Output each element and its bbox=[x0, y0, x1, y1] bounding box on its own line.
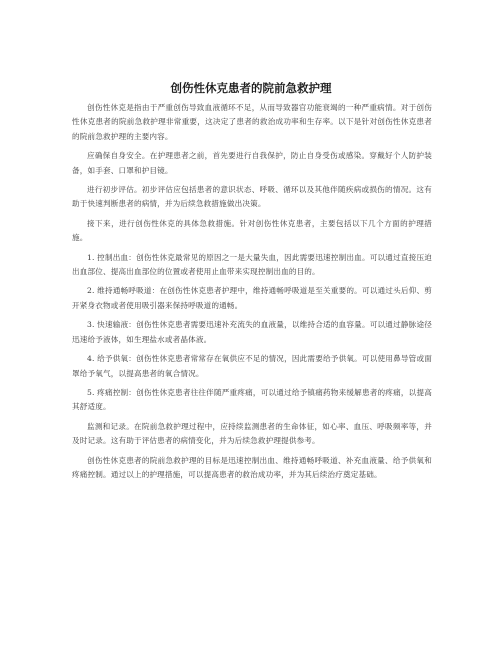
paragraph-fluids: 3. 快速输液：创伤性休克患者需要迅速补充流失的血液量，以维持合适的血容量。可以通过静脉途径迅速给予液体，如生理盐水或者晶体液。 bbox=[72, 320, 432, 344]
paragraph-intro: 创伤性休克是指由于严重创伤导致血液循环不足，从而导致器官功能衰竭的一种严重病情。对于创伤性休克患者的院前急救护理非常重要，这决定了患者的救治成功率和生存率。以下是针对创伤性休克患者的院前急救护理的主要内容。 bbox=[72, 103, 432, 141]
document-body bbox=[72, 101, 432, 487]
paragraph-airway: 2. 维持通畅呼吸道：在创伤性休克患者护理中，维持通畅呼吸道是至关重要的。可以通过头后仰、剪开紧身衣物或者使用吸引器来保持呼吸道的通畅。 bbox=[72, 286, 432, 310]
document-title: 创伤性休克患者的院前急救护理 bbox=[170, 81, 332, 95]
paragraph-conclusion: 创伤性休克患者的院前急救护理的目标是迅速控制出血、维持通畅呼吸道、补充血液量、给予供氧和疼痛控制。通过以上的护理措施，可以提高患者的救治成功率，并为其后续治疗奠定基础。 bbox=[72, 455, 432, 479]
paragraph-measures-intro: 接下来，进行创伤性休克的具体急救措施。针对创伤性休克患者，主要包括以下几个方面的护理措施。 bbox=[72, 218, 432, 243]
paragraph-pain-control: 5. 疼痛控制：创伤性休克患者往往伴随严重疼痛，可以通过给予镇痛药物来缓解患者的疼痛，以提高其舒适度。 bbox=[72, 387, 432, 412]
paragraph-monitoring: 监测和记录。在院前急救护理过程中，应持续监测患者的生命体征，如心率、血压、呼吸频率等，并及时记录。这有助于评估患者的病情变化，并为后续急救护理提供参考。 bbox=[72, 421, 432, 446]
paragraph-safety: 应确保自身安全。在护理患者之前，首先要进行自我保护，防止自身受伤或感染。穿戴好个人防护装备，如手套、口罩和护目镜。 bbox=[72, 151, 432, 175]
paragraph-bleeding-control: 1. 控制出血：创伤性休克最常见的原因之一是大量失血，因此需要迅速控制出血。可以通过直接压迫出血部位、提高出血部位的位置或者使用止血带来实现控制出血的目的。 bbox=[72, 252, 432, 277]
paragraph-oxygen: 4. 给予供氧：创伤性休克患者常常存在氧供应不足的情况，因此需要给予供氧。可以使用鼻导管或面罩给予氧气，以提高患者的氧合情况。 bbox=[72, 354, 432, 378]
paragraph-assessment: 进行初步评估。初步评估应包括患者的意识状态、呼吸、循环以及其他伴随疾病或损伤的情况。这有助于快速判断患者的病情，并为后续急救措施做出决策。 bbox=[72, 185, 432, 209]
